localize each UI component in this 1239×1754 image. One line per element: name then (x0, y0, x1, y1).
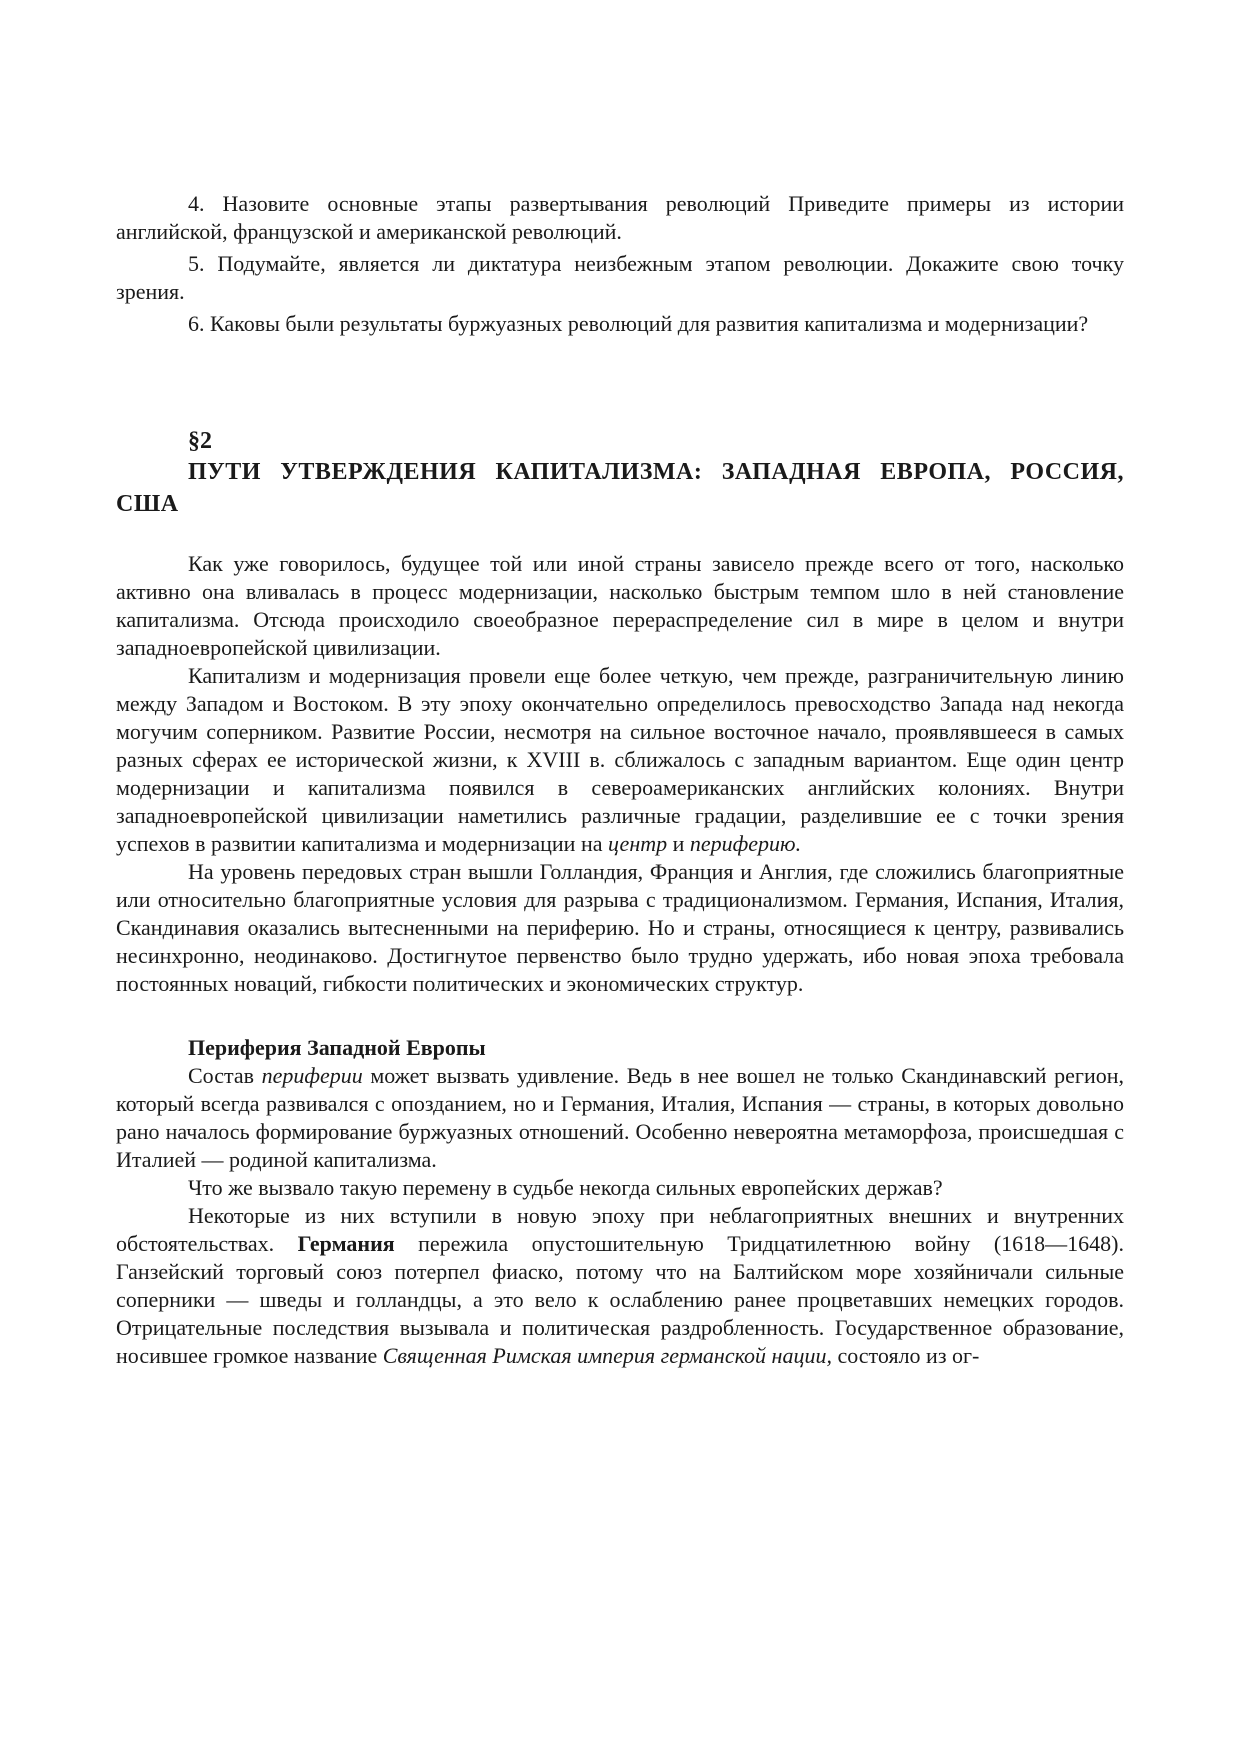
emphasis-periphery: периферию. (689, 831, 802, 856)
question-5: 5. Подумайте, является ли диктатура неизбежным этапом революции. Докажите свою точку зрения. (116, 251, 1124, 304)
section-body (116, 550, 1124, 998)
paragraph-text: и (667, 831, 690, 856)
question-4: 4. Назовите основные этапы развертывания революций Приведите примеры из истории английской, французской и американской революций. (116, 191, 1124, 244)
paragraph-text: состояло из ог- (831, 1343, 980, 1368)
paragraph: Как уже говорилось, будущее той или иной страны зависело прежде всего от того, насколько активно она вливалась в процесс модернизации, насколько быстрым темпом шло в ней становление капитализма. Отсюда происходило своеобразное перераспределение сил в мире в целом и внутри западноевропейской цивилизации. (116, 551, 1124, 660)
paragraph-text: Некоторые из них вступили в новую эпоху при неблагоприятных внешних и внутренних обстоятельствах. (116, 1203, 1124, 1256)
paragraph: Что же вызвало такую перемену в судьбе некогда сильных европейских держав? (188, 1175, 943, 1200)
paragraph-text: пережила опустошительную Тридцатилетнюю войну (1618—1648). Ганзейский торговый союз потерпел фиаско, потому что на Балтийском море хозяйничали сильные соперники — шведы и голландцы, а это вело к ослаблению ранее процветавших немецких городов. Отрицательные последствия вызывала и политическая раздробленность. Государственное образование, носившее громкое название (116, 1231, 1124, 1368)
paragraph (116, 1202, 1124, 1370)
paragraph-text: Капитализм и модернизация провели еще более четкую, чем прежде, разграничительную линию между Западом и Востоком. В эту эпоху окончательно определилось превосходство Запада над некогда могучим соперником. Развитие России, несмотря на сильное восточное начало, проявлявшееся в самых разных сферах ее исторической жизни, к XVIII в. сближалось с западным вариантом. Еще один центр модернизации и капитализма появился в североамериканских английских колониях. Внутри западноевропейской цивилизации наметились различные градации, разделившие ее с точки зрения успехов в развитии капитализма и модернизации на (116, 663, 1124, 856)
paragraph (116, 1062, 1124, 1174)
section-heading (116, 426, 1124, 520)
paragraph-text: может вызвать удивление. Ведь в нее вошел не только Скандинавский регион, который всегда развивался с опозданием, но и Германия, Италия, Испания — страны, в которых довольно рано началось формирование буржуазных отношений. Особенно невероятна метаморфоза, происшедшая с Италией — родиной капитализма. (116, 1063, 1124, 1172)
emphasis-periphery: периферии (261, 1063, 363, 1088)
subsection-title: Периферия Западной Европы (188, 1035, 486, 1060)
paragraph (116, 662, 1124, 858)
paragraph-text: Состав (188, 1063, 262, 1088)
emphasis-center: центр (608, 831, 668, 856)
document-page (116, 190, 1124, 1370)
section-title: ПУТИ УТВЕРЖДЕНИЯ КАПИТАЛИЗМА: ЗАПАДНАЯ ЕВРОПА, РОССИЯ, США (116, 459, 1124, 517)
bold-term-germany: Германия (297, 1231, 395, 1256)
section-number: §2 (188, 428, 212, 454)
paragraph: На уровень передовых стран вышли Голландия, Франция и Англия, где сложились благоприятные или относительно благоприятные условия для разрыва с традиционализмом. Германия, Испания, Италия, Скандинавия оказались вытесненными на периферию. Но и страны, относящиеся к центру, развивались несинхронно, неодинаково. Достигнутое первенство было трудно удержать, ибо новая эпоха требовала постоянных новаций, гибкости политических и экономических структур. (116, 859, 1124, 996)
question-6: 6. Каковы были результаты буржуазных революций для развития капитализма и модернизации? (188, 311, 1089, 336)
emphasis-empire-name: Священная Римская империя германской нации, (382, 1343, 832, 1368)
